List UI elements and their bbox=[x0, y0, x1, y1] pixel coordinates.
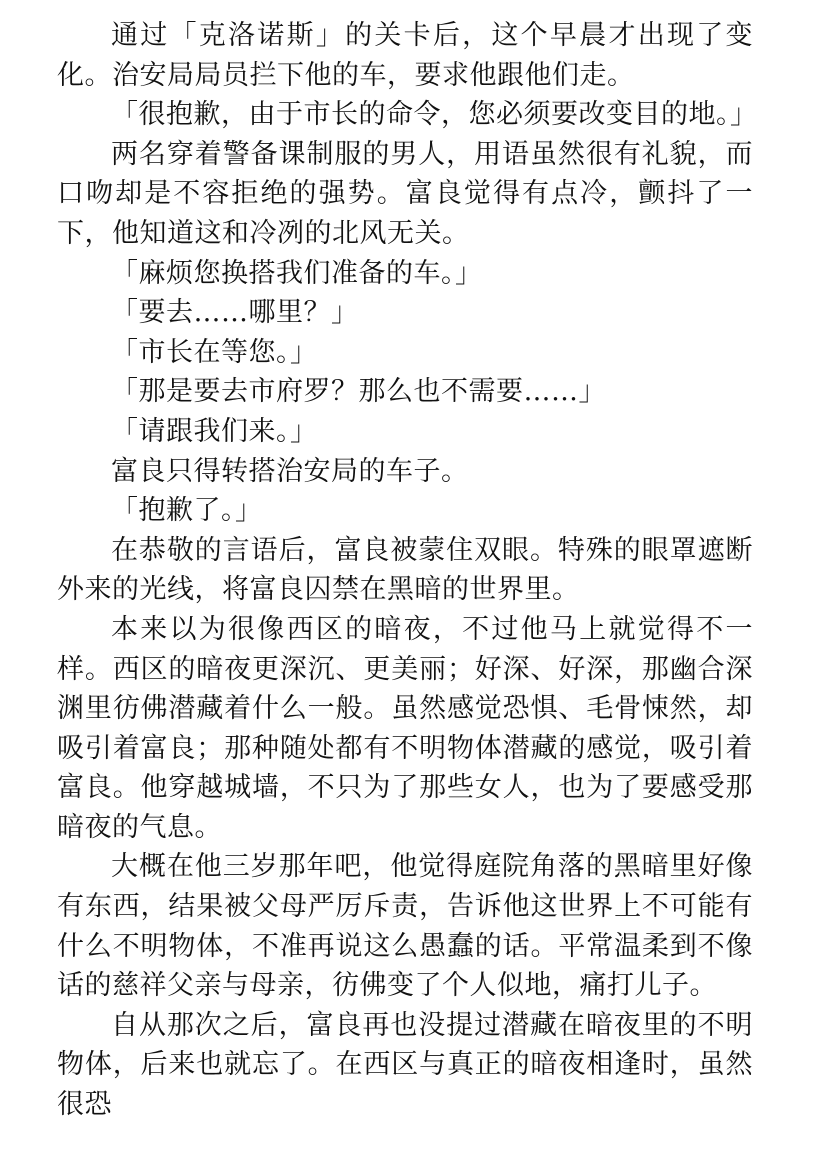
dialog-line: 「那是要去市府罗？那么也不需要……」 bbox=[111, 376, 606, 408]
dialog-line: 「请跟我们来。」 bbox=[111, 415, 318, 447]
dialog-line: 「很抱歉，由于市长的命令，您必须要改变目的地。」 bbox=[111, 99, 758, 131]
paragraph: 本来以为很像西区的暗夜，不过他马上就觉得不一样。西区的暗夜更深沉、更美丽；好深、好深，那幽合深渊里彷佛潜藏着什么一般。虽然感觉恐惧、毛骨悚然，却吸引着富良；那种随处都有不明物体潜藏的感觉，吸引着富良。他穿越城墙，不只为了那些女人，也为了要感受那暗夜的气息。 bbox=[57, 613, 753, 843]
paragraph: 大概在他三岁那年吧，他觉得庭院角落的黑暗里好像有东西，结果被父母严厉斥责，告诉他这世界上不可能有什么不明物体，不准再说这么愚蠢的话。平常温柔到不像话的慈祥父亲与母亲，彷佛变了个人似地，痛打儿子。 bbox=[57, 851, 753, 1002]
paragraph: 两名穿着警备课制服的男人，用语虽然很有礼貌，而口吻却是不容拒绝的强势。富良觉得有点冷，颤抖了一下，他知道这和冷冽的北风无关。 bbox=[57, 138, 753, 249]
paragraph: 在恭敬的言语后，富良被蒙住双眼。特殊的眼罩遮断外来的光线，将富良囚禁在黑暗的世界里。 bbox=[57, 534, 753, 606]
dialog-line: 「要去……哪里？」 bbox=[111, 297, 359, 329]
document-page bbox=[57, 16, 758, 1125]
paragraph: 自从那次之后，富良再也没提过潜藏在暗夜里的不明物体，后来也就忘了。在西区与真正的暗夜相逢时，虽然很恐 bbox=[57, 1009, 753, 1121]
paragraph: 富良只得转搭治安局的车子。 bbox=[111, 455, 469, 487]
dialog-line: 「麻烦您换搭我们准备的车。」 bbox=[111, 257, 483, 289]
dialog-line: 「市长在等您。」 bbox=[111, 336, 318, 368]
dialog-line: 「抱歉了。」 bbox=[111, 495, 263, 527]
paragraph: 通过「克洛诺斯」的关卡后，这个早晨才出现了变化。治安局局员拦下他的车，要求他跟他们走。 bbox=[57, 20, 753, 91]
